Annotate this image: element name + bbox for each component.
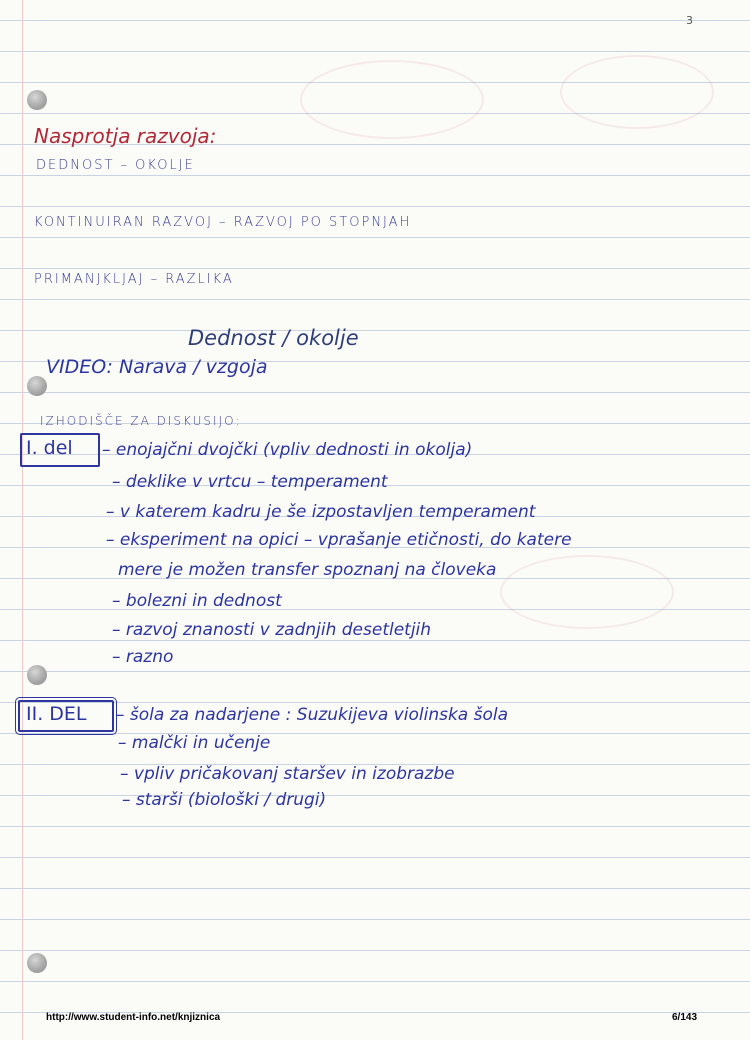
section-title: Dednost / okolje — [188, 326, 359, 350]
punch-hole — [27, 376, 47, 396]
part-1-item: – v katerem kadru je še izpostavljen temperament — [106, 502, 536, 522]
margin-line — [22, 0, 23, 1040]
footer-url: http://www.student-info.net/knjiznica — [46, 1012, 221, 1023]
punch-hole — [27, 953, 47, 973]
bleed-through-mark — [300, 60, 484, 139]
punch-hole — [27, 90, 47, 110]
part-1-item: – razno — [112, 647, 174, 667]
discussion-heading: IZHODIŠČE ZA DISKUSIJO: — [40, 414, 242, 428]
part-1-item: – eksperiment na opici – vprašanje etičnosti, do katere — [106, 530, 572, 550]
part-2-label: II. DEL — [26, 703, 87, 725]
part-1-item: – razvoj znanosti v zadnjih desetletjih — [112, 620, 432, 640]
bleed-through-mark — [560, 55, 714, 129]
part-2-item: – vpliv pričakovanj staršev in izobrazbe — [120, 764, 455, 784]
part-1-item: – enojajčni dvojčki (vpliv dednosti in okolja) — [102, 440, 473, 460]
part-1-label: I. del — [26, 437, 73, 459]
pair-heredity-environment: DEDNOST – OKOLJE — [36, 158, 195, 173]
heading: Nasprotja razvoja: — [34, 124, 217, 148]
part-2-item: – malčki in učenje — [118, 733, 271, 753]
part-2-item: – šola za nadarjene : Suzukijeva violinska šola — [116, 705, 509, 725]
footer-page-number: 6/143 — [672, 1012, 698, 1023]
part-1-item: – bolezni in dednost — [112, 591, 282, 611]
part-1-item: mere je možen transfer spoznanj na človeka — [118, 560, 497, 580]
punch-hole — [27, 665, 47, 685]
video-line: VIDEO: Narava / vzgoja — [46, 356, 268, 378]
part-1-item: – deklike v vrtcu – temperament — [112, 472, 388, 492]
bleed-through-mark — [500, 555, 674, 629]
part-2-item: – starši (biološki / drugi) — [122, 790, 327, 810]
page-corner-number: 3 — [686, 14, 693, 27]
pair-continuous-staged: KONTINUIRAN RAZVOJ – RAZVOJ PO STOPNJAH — [34, 215, 412, 230]
pair-deficit-difference: PRIMANJKLJAJ – RAZLIKA — [34, 272, 234, 287]
